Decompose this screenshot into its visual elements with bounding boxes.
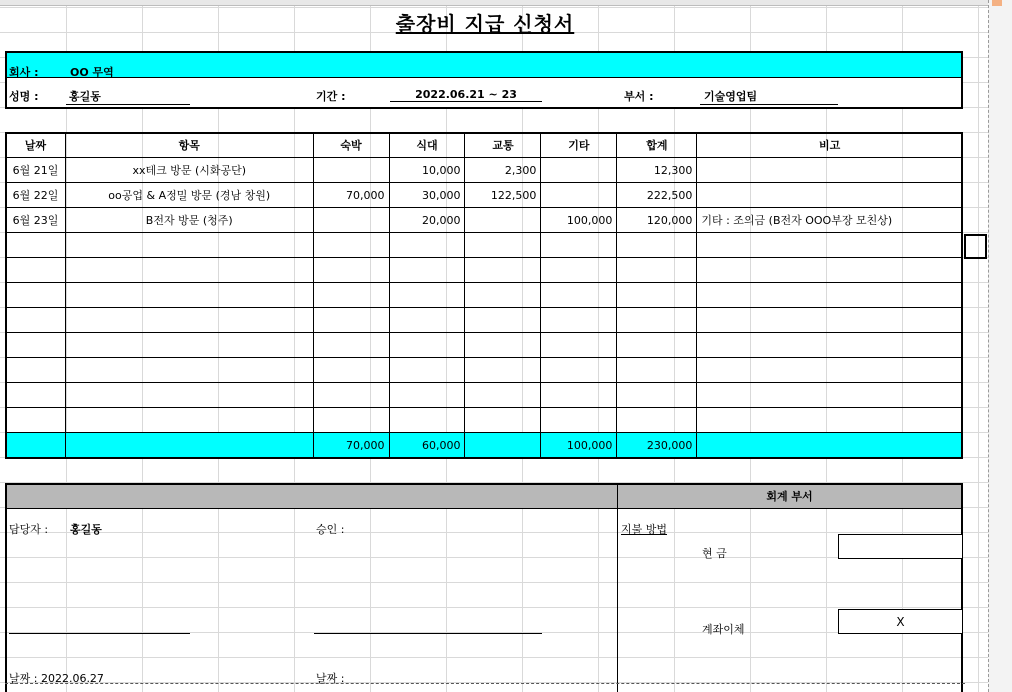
cell-transport[interactable] bbox=[465, 333, 541, 358]
table-row bbox=[6, 383, 963, 408]
cell-other[interactable] bbox=[541, 333, 617, 358]
cell-transport[interactable] bbox=[465, 233, 541, 258]
table-row bbox=[6, 333, 963, 358]
cell-date[interactable] bbox=[6, 383, 66, 408]
total-remarks[interactable] bbox=[697, 433, 963, 458]
payment-method-label: 지불 방법 bbox=[621, 523, 668, 536]
total-cell[interactable] bbox=[6, 433, 66, 458]
total-cell[interactable] bbox=[65, 433, 313, 458]
cell-item[interactable] bbox=[65, 358, 313, 383]
cell-remarks[interactable] bbox=[697, 333, 963, 358]
cell-total[interactable]: 120,000 bbox=[617, 208, 697, 233]
cell-date[interactable] bbox=[6, 258, 66, 283]
cell-date[interactable]: 6월 21일 bbox=[6, 158, 66, 183]
company-label: 회사 : bbox=[9, 66, 39, 79]
cell-transport[interactable] bbox=[465, 283, 541, 308]
cell-other[interactable] bbox=[541, 408, 617, 433]
cell-remarks[interactable]: 기타 : 조의금 (B전자 OOO부장 모친상) bbox=[697, 208, 963, 233]
cell-transport[interactable] bbox=[465, 383, 541, 408]
totals-row bbox=[6, 433, 963, 458]
cell-meals[interactable] bbox=[389, 383, 465, 408]
table-row bbox=[6, 358, 963, 383]
cell-date[interactable] bbox=[6, 408, 66, 433]
column-header-meals: 식대 bbox=[389, 133, 465, 158]
submit-date: 날짜 : 2022.06.27 bbox=[9, 672, 104, 685]
cell-remarks[interactable] bbox=[697, 233, 963, 258]
cell-remarks[interactable] bbox=[697, 308, 963, 333]
cell-meals[interactable]: 20,000 bbox=[389, 208, 465, 233]
cell-meals[interactable] bbox=[389, 283, 465, 308]
cell-date[interactable] bbox=[6, 233, 66, 258]
table-row bbox=[6, 408, 963, 433]
vertical-scrollbar[interactable] bbox=[988, 0, 1012, 692]
cash-checkbox-cell[interactable] bbox=[838, 534, 963, 559]
column-header-other: 기타 bbox=[541, 133, 617, 158]
cell-lodging[interactable] bbox=[313, 158, 389, 183]
page-break-line bbox=[5, 683, 965, 684]
total-sum[interactable]: 230,000 bbox=[617, 433, 697, 458]
cell-total[interactable] bbox=[617, 258, 697, 283]
table-row bbox=[6, 233, 963, 258]
cell-other[interactable] bbox=[541, 183, 617, 208]
approval-label: 승인 : bbox=[316, 523, 345, 536]
cell-lodging[interactable] bbox=[313, 208, 389, 233]
cell-item[interactable]: xx테크 방문 (시화공단) bbox=[65, 158, 313, 183]
table-row bbox=[6, 308, 963, 333]
cell-other[interactable] bbox=[541, 383, 617, 408]
table-row bbox=[6, 158, 963, 183]
cell-item[interactable]: oo공업 & A정밀 방문 (경남 창원) bbox=[65, 183, 313, 208]
name-value[interactable]: 홍길동 bbox=[66, 88, 190, 105]
cell-transport[interactable] bbox=[465, 308, 541, 333]
cell-date[interactable] bbox=[6, 283, 66, 308]
approval-section bbox=[5, 483, 963, 692]
table-row bbox=[6, 183, 963, 208]
cell-lodging[interactable]: 70,000 bbox=[313, 183, 389, 208]
column-header-total: 합계 bbox=[617, 133, 697, 158]
cell-other[interactable] bbox=[541, 308, 617, 333]
cell-remarks[interactable] bbox=[697, 258, 963, 283]
cell-lodging[interactable] bbox=[313, 308, 389, 333]
cell-other[interactable] bbox=[541, 283, 617, 308]
cell-total[interactable] bbox=[617, 358, 697, 383]
cell-total[interactable]: 12,300 bbox=[617, 158, 697, 183]
cell-remarks[interactable] bbox=[697, 283, 963, 308]
total-lodging[interactable]: 70,000 bbox=[313, 433, 389, 458]
column-header-date: 날짜 bbox=[6, 133, 66, 158]
expense-table bbox=[5, 132, 963, 458]
approval-date: 날짜 : bbox=[316, 672, 345, 685]
total-transport[interactable] bbox=[465, 433, 541, 458]
approval-divider bbox=[617, 485, 618, 692]
cell-item[interactable] bbox=[65, 283, 313, 308]
cell-other[interactable] bbox=[541, 233, 617, 258]
column-header-lodging: 숙박 bbox=[313, 133, 389, 158]
cell-meals[interactable]: 30,000 bbox=[389, 183, 465, 208]
cell-date[interactable]: 6월 22일 bbox=[6, 183, 66, 208]
cell-remarks[interactable] bbox=[697, 158, 963, 183]
cell-other[interactable] bbox=[541, 258, 617, 283]
department-label: 부서 : bbox=[624, 90, 654, 103]
cell-lodging[interactable] bbox=[313, 233, 389, 258]
total-meals[interactable]: 60,000 bbox=[389, 433, 465, 458]
cell-total[interactable] bbox=[617, 408, 697, 433]
cell-item[interactable] bbox=[65, 408, 313, 433]
cell-date[interactable] bbox=[6, 308, 66, 333]
cell-total[interactable] bbox=[617, 283, 697, 308]
cell-other[interactable]: 100,000 bbox=[541, 208, 617, 233]
cell-date[interactable] bbox=[6, 333, 66, 358]
cell-meals[interactable] bbox=[389, 308, 465, 333]
cell-transport[interactable]: 122,500 bbox=[465, 183, 541, 208]
cell-transport[interactable] bbox=[465, 408, 541, 433]
department-value[interactable]: 기술영업팀 bbox=[700, 88, 838, 105]
cell-other[interactable] bbox=[541, 358, 617, 383]
transfer-checkbox-cell[interactable]: X bbox=[838, 609, 963, 634]
cell-meals[interactable]: 10,000 bbox=[389, 158, 465, 183]
cell-item[interactable] bbox=[65, 333, 313, 358]
cell-meals[interactable] bbox=[389, 358, 465, 383]
table-row bbox=[6, 258, 963, 283]
cell-transport[interactable] bbox=[465, 358, 541, 383]
cell-total[interactable]: 222,500 bbox=[617, 183, 697, 208]
cell-transport[interactable] bbox=[465, 208, 541, 233]
cash-label: 현 금 bbox=[702, 547, 727, 560]
column-header-transport: 교통 bbox=[465, 133, 541, 158]
cell-transport[interactable]: 2,300 bbox=[465, 158, 541, 183]
selected-cell[interactable] bbox=[964, 234, 987, 259]
manager-value[interactable]: 홍길동 bbox=[70, 523, 102, 536]
cell-remarks[interactable] bbox=[697, 358, 963, 383]
company-value[interactable]: OO 무역 bbox=[70, 66, 114, 79]
cell-other[interactable] bbox=[541, 158, 617, 183]
manager-signature-line[interactable] bbox=[9, 633, 190, 634]
cell-total[interactable] bbox=[617, 333, 697, 358]
approval-signature-line[interactable] bbox=[314, 633, 542, 634]
cell-lodging[interactable] bbox=[313, 283, 389, 308]
cell-item[interactable] bbox=[65, 383, 313, 408]
form-title: 출장비 지급 신청서 bbox=[395, 12, 575, 36]
cell-date[interactable] bbox=[6, 358, 66, 383]
header-highlight-row bbox=[7, 53, 961, 78]
column-header-remarks: 비고 bbox=[697, 133, 963, 158]
period-label: 기간 : bbox=[316, 90, 346, 103]
cell-total[interactable] bbox=[617, 308, 697, 333]
cell-lodging[interactable] bbox=[313, 383, 389, 408]
cell-item[interactable] bbox=[65, 233, 313, 258]
cell-lodging[interactable] bbox=[313, 408, 389, 433]
cell-total[interactable] bbox=[617, 383, 697, 408]
column-header-strip bbox=[0, 0, 1012, 6]
cell-date[interactable]: 6월 23일 bbox=[6, 208, 66, 233]
cell-remarks[interactable] bbox=[697, 408, 963, 433]
cell-remarks[interactable] bbox=[697, 383, 963, 408]
scroll-marker bbox=[992, 0, 1002, 6]
table-header-row bbox=[6, 133, 963, 158]
column-header-item: 항목 bbox=[65, 133, 313, 158]
cell-item[interactable]: B전자 방문 (청주) bbox=[65, 208, 313, 233]
cell-lodging[interactable] bbox=[313, 358, 389, 383]
cell-lodging[interactable] bbox=[313, 333, 389, 358]
cell-meals[interactable] bbox=[389, 233, 465, 258]
cell-item[interactable] bbox=[65, 258, 313, 283]
table-row bbox=[6, 208, 963, 233]
period-value[interactable]: 2022.06.21 ~ 23 bbox=[390, 88, 542, 102]
total-other[interactable]: 100,000 bbox=[541, 433, 617, 458]
cell-meals[interactable] bbox=[389, 408, 465, 433]
cell-meals[interactable] bbox=[389, 258, 465, 283]
transfer-label: 계좌이체 bbox=[702, 623, 745, 636]
manager-label: 담당자 : bbox=[9, 523, 49, 536]
accounting-dept-title: 회계 부서 bbox=[766, 490, 813, 503]
cell-lodging[interactable] bbox=[313, 258, 389, 283]
cell-item[interactable] bbox=[65, 308, 313, 333]
cell-total[interactable] bbox=[617, 233, 697, 258]
cell-meals[interactable] bbox=[389, 333, 465, 358]
cell-transport[interactable] bbox=[465, 258, 541, 283]
table-row bbox=[6, 283, 963, 308]
name-label: 성명 : bbox=[9, 90, 39, 103]
cell-remarks[interactable] bbox=[697, 183, 963, 208]
